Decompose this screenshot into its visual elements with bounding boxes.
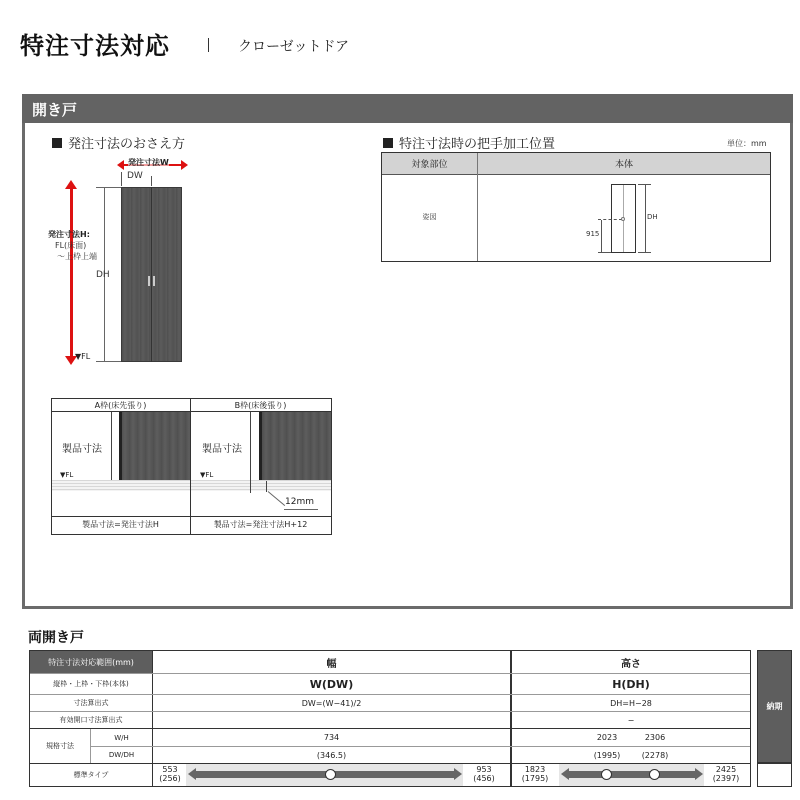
row-label-standard-type: 標準タイプ	[73, 771, 109, 779]
standard-dh-value-1: (1995)	[593, 750, 621, 760]
standard-width-value: 734	[323, 733, 340, 742]
frame-a-floor	[52, 480, 190, 491]
frame-b-jamb	[259, 412, 262, 480]
width-range-max	[466, 765, 502, 783]
door-handle-right-icon	[153, 276, 155, 286]
width-max-value: 953	[476, 765, 492, 774]
frame-a-jamb	[119, 412, 122, 480]
square-bullet-icon	[52, 138, 62, 148]
order-height-desc-2: ～上枠上端	[57, 252, 97, 261]
delivery-header: 納期	[757, 650, 792, 763]
frame-a-dim-line	[111, 412, 112, 480]
handle-height-dim-line	[601, 220, 602, 253]
handle-height-value: 915	[586, 230, 600, 238]
height-min-value: 1823	[524, 765, 546, 774]
standard-dw-value: (346.5)	[316, 750, 347, 760]
height-frame-value: H(DH)	[612, 677, 650, 691]
column-header-body: 本体	[614, 160, 633, 170]
door-center-split	[151, 187, 152, 362]
dh-top-tick	[96, 187, 121, 188]
frame-a-title: A枠(床先張り)	[94, 401, 147, 410]
height-standard-marker-1-icon	[601, 769, 612, 780]
arrow-up-icon	[65, 180, 77, 189]
frame-b-door-image	[262, 412, 331, 480]
column-header-target: 対象部位	[411, 160, 448, 170]
door-handle-left-icon	[148, 276, 150, 286]
standard-height-value-2: 2306	[644, 733, 666, 742]
height-min-sub-value: (1795)	[521, 774, 549, 783]
height-opening-value: −	[627, 715, 635, 725]
dh-bottom-tick	[638, 252, 651, 253]
frame-footer-divider	[51, 516, 332, 517]
row-label-opening-formula: 有効開口寸法算出式	[59, 716, 123, 724]
height-standard-marker-2-icon	[649, 769, 660, 780]
dw-tick-left	[121, 172, 122, 186]
arrow-right-icon	[695, 768, 703, 780]
sub-label-wh: W/H	[114, 733, 129, 742]
height-max-sub-value: (2397)	[712, 774, 740, 783]
width-range-min	[154, 765, 186, 783]
height-formula-value: DH=H−28	[610, 698, 652, 708]
delivery-value-cell	[757, 763, 792, 787]
floor-level-label: ▼FL	[75, 352, 91, 361]
dh-top-tick	[638, 184, 651, 185]
height-range-bar	[568, 771, 695, 778]
width-frame-value: W(DW)	[309, 677, 354, 691]
dh-dim-line	[645, 184, 646, 253]
arrow-left-icon	[117, 160, 124, 170]
order-dimensions-heading-text: 発注寸法のおさえ方	[68, 137, 186, 152]
order-dimensions-heading	[52, 133, 185, 152]
order-height-arrow-line	[70, 186, 73, 362]
frame-b-product-dim-label: 製品寸法	[202, 444, 242, 455]
double-door-section-label: 両開き戸	[28, 630, 84, 646]
row-label-formula: 寸法算出式	[73, 699, 109, 707]
square-bullet-icon	[383, 138, 393, 148]
width-formula-value: DW=(W−41)/2	[301, 698, 362, 708]
handle-height-bottom-tick	[598, 252, 611, 253]
order-width-label: 発注寸法W	[128, 158, 169, 167]
height-max-value: 2425	[715, 765, 737, 774]
title-separator	[208, 38, 209, 52]
handle-knob-icon	[621, 217, 625, 221]
frame-b-offset-label: 12mm	[285, 497, 314, 507]
frame-a-formula: 製品寸法=発注寸法H	[82, 520, 159, 529]
hinged-door-panel-header	[22, 94, 793, 123]
dw-label: DW	[127, 171, 143, 181]
sub-label-dwdh: DW/DH	[108, 751, 135, 759]
dh-label: DH	[96, 270, 110, 280]
arrow-right-icon	[454, 768, 462, 780]
row-label-elevation: 姿図	[422, 213, 437, 221]
frame-b-title: B枠(床後張り)	[234, 401, 287, 410]
width-min-sub-value: (256)	[159, 774, 181, 783]
width-min-value: 553	[162, 765, 178, 774]
frame-b-12mm-line	[266, 481, 267, 492]
frame-a-door-image	[121, 412, 190, 480]
frame-middle-divider	[190, 398, 191, 535]
frame-b-formula: 製品寸法=発注寸法H+12	[213, 520, 308, 529]
frame-b-floor	[191, 480, 331, 491]
row-label-frame: 縦枠・上枠・下枠(本体)	[53, 680, 129, 688]
order-height-label: 発注寸法H:	[48, 230, 90, 239]
height-range-max	[705, 765, 747, 783]
width-standard-marker-icon	[325, 769, 336, 780]
width-max-sub-value: (456)	[473, 774, 495, 783]
frame-b-fl-label: ▼FL	[200, 471, 214, 479]
handle-position-heading-text: 特注寸法時の把手加工位置	[399, 137, 556, 152]
height-range-min	[514, 765, 556, 783]
page-title: 特注寸法対応	[20, 32, 170, 60]
page-subtitle: クローゼットドア	[238, 39, 350, 55]
order-height-desc-1: FL(床面)	[55, 241, 87, 250]
frame-a-fl-label: ▼FL	[60, 471, 74, 479]
frame-b-leader-underline	[284, 509, 318, 510]
standard-height-value-1: 2023	[596, 733, 618, 742]
standard-dh-value-2: (2278)	[641, 750, 669, 760]
arrow-left-icon	[188, 768, 196, 780]
width-header: 幅	[326, 658, 337, 670]
arrow-right-icon	[181, 160, 188, 170]
dh-label: DH	[647, 213, 658, 221]
dw-tick-right	[151, 176, 152, 186]
handle-position-heading	[383, 133, 555, 152]
unit-label: 単位：mm	[727, 139, 767, 148]
height-header: 高さ	[621, 658, 641, 670]
arrow-left-icon	[561, 768, 569, 780]
frame-b-dim-line	[250, 412, 251, 493]
width-opening-value	[153, 712, 510, 728]
corner-header: 特注寸法対応範囲(mm)	[30, 651, 152, 673]
frame-a-product-dim-label: 製品寸法	[62, 444, 102, 455]
dh-bottom-tick	[96, 361, 121, 362]
row-label-standard-size: 規格寸法	[46, 742, 74, 750]
hinged-door-section-label: 開き戸	[32, 101, 78, 119]
